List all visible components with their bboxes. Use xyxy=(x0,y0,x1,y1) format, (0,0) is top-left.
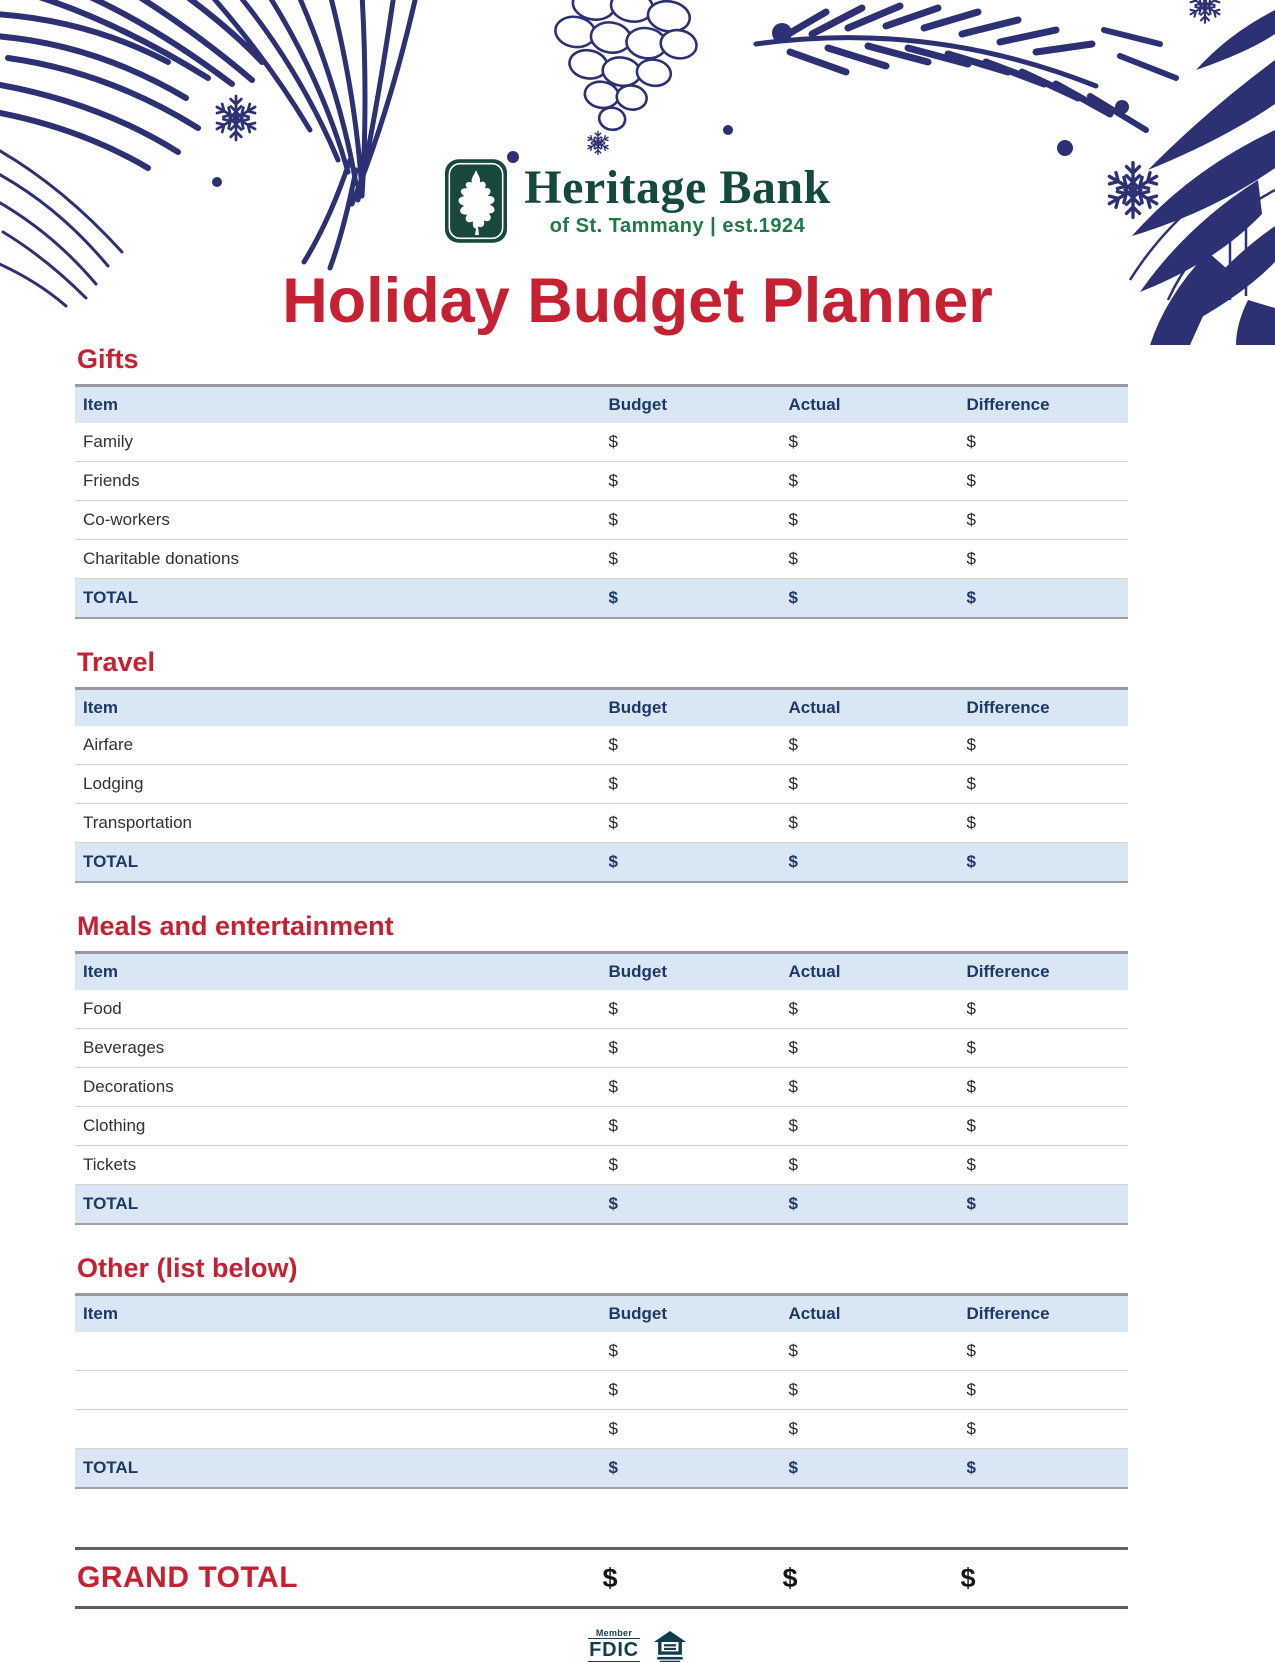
actual-amount-cell: $ xyxy=(781,462,959,501)
difference-amount-cell: $ xyxy=(958,765,1128,804)
budget-table-meals-and-entertainment xyxy=(75,951,1128,1225)
section-heading-travel: Travel xyxy=(77,647,156,678)
actual-total-cell: $ xyxy=(781,1449,959,1489)
budget-amount-cell: $ xyxy=(600,1107,780,1146)
fdic-member-text: Member xyxy=(595,1628,633,1639)
table-row xyxy=(75,726,1128,765)
difference-amount-cell: $ xyxy=(958,1410,1128,1449)
budget-amount-cell: $ xyxy=(600,1410,780,1449)
budget-table-travel xyxy=(75,687,1128,883)
difference-amount-cell: $ xyxy=(958,1146,1128,1185)
budget-amount-cell: $ xyxy=(600,423,780,462)
actual-amount-cell: $ xyxy=(781,804,959,843)
table-row xyxy=(75,501,1128,540)
actual-amount-cell: $ xyxy=(781,540,959,579)
table-row xyxy=(75,1107,1128,1146)
brand-name: Heritage Bank xyxy=(524,161,831,214)
budget-amount-cell: $ xyxy=(600,1029,780,1068)
column-header-budget: Budget xyxy=(600,1295,780,1333)
grand-total-actual-cell: $ xyxy=(782,1562,798,1593)
difference-amount-cell: $ xyxy=(958,1029,1128,1068)
budget-amount-cell: $ xyxy=(600,462,780,501)
item-cell: Beverages xyxy=(75,1029,600,1068)
equal-housing-lender-icon xyxy=(653,1630,687,1662)
table-row xyxy=(75,1146,1128,1185)
budget-sections xyxy=(75,344,1128,1489)
difference-amount-cell: $ xyxy=(958,462,1128,501)
item-cell: Tickets xyxy=(75,1146,600,1185)
item-cell: Lodging xyxy=(75,765,600,804)
column-header-actual: Actual xyxy=(781,953,959,991)
table-row xyxy=(75,804,1128,843)
actual-amount-cell: $ xyxy=(781,765,959,804)
budget-total-cell: $ xyxy=(600,1449,780,1489)
actual-amount-cell: $ xyxy=(781,1146,959,1185)
item-cell: Food xyxy=(75,990,600,1029)
actual-amount-cell: $ xyxy=(781,1332,959,1371)
grand-total-row xyxy=(75,1549,1128,1608)
page-title: Holiday Budget Planner xyxy=(282,266,993,336)
item-cell: Decorations xyxy=(75,1068,600,1107)
budget-total-cell: $ xyxy=(600,579,780,619)
difference-amount-cell: $ xyxy=(958,501,1128,540)
table-row xyxy=(75,462,1128,501)
column-header-actual: Actual xyxy=(781,386,959,424)
budget-table-other-list-below xyxy=(75,1293,1128,1489)
table-row xyxy=(75,1410,1128,1449)
table-row xyxy=(75,1029,1128,1068)
section-gifts xyxy=(75,344,1128,619)
column-header-actual: Actual xyxy=(781,1295,959,1333)
total-label-cell: TOTAL xyxy=(75,1185,600,1225)
table-row xyxy=(75,540,1128,579)
column-header-item: Item xyxy=(75,386,600,424)
column-header-difference: Difference xyxy=(958,953,1128,991)
column-header-item: Item xyxy=(75,1295,600,1333)
footer xyxy=(0,1629,1275,1662)
table-header-row xyxy=(75,689,1128,727)
actual-amount-cell: $ xyxy=(781,726,959,765)
difference-amount-cell: $ xyxy=(958,1068,1128,1107)
difference-amount-cell: $ xyxy=(958,990,1128,1029)
column-header-difference: Difference xyxy=(958,1295,1128,1333)
section-heading-meals-and-entertainment: Meals and entertainment xyxy=(77,911,394,942)
brand-tagline: of St. Tammany | est.1924 xyxy=(549,215,806,237)
difference-amount-cell: $ xyxy=(958,540,1128,579)
item-cell: Transportation xyxy=(75,804,600,843)
table-row xyxy=(75,1068,1128,1107)
item-cell: Charitable donations xyxy=(75,540,600,579)
section-heading-gifts: Gifts xyxy=(77,344,139,375)
actual-amount-cell: $ xyxy=(781,501,959,540)
column-header-item: Item xyxy=(75,953,600,991)
actual-total-cell: $ xyxy=(781,843,959,883)
budget-amount-cell: $ xyxy=(600,1332,780,1371)
actual-amount-cell: $ xyxy=(781,1371,959,1410)
column-header-difference: Difference xyxy=(958,386,1128,424)
item-cell: Airfare xyxy=(75,726,600,765)
table-row xyxy=(75,1371,1128,1410)
actual-amount-cell: $ xyxy=(781,1029,959,1068)
actual-amount-cell: $ xyxy=(781,1068,959,1107)
brand-header xyxy=(0,0,1275,244)
total-row xyxy=(75,1449,1128,1489)
actual-amount-cell: $ xyxy=(781,1410,959,1449)
difference-total-cell: $ xyxy=(958,579,1128,619)
budget-amount-cell: $ xyxy=(600,540,780,579)
actual-amount-cell: $ xyxy=(781,423,959,462)
budget-amount-cell: $ xyxy=(600,1146,780,1185)
budget-amount-cell: $ xyxy=(600,1068,780,1107)
section-heading-other-list-below: Other (list below) xyxy=(77,1253,298,1284)
total-label-cell: TOTAL xyxy=(75,843,600,883)
item-cell xyxy=(75,1332,600,1371)
section-meals-and-entertainment xyxy=(75,911,1128,1225)
difference-total-cell: $ xyxy=(958,1185,1128,1225)
item-cell xyxy=(75,1371,600,1410)
difference-amount-cell: $ xyxy=(958,1332,1128,1371)
budget-amount-cell: $ xyxy=(600,726,780,765)
budget-amount-cell: $ xyxy=(600,804,780,843)
difference-amount-cell: $ xyxy=(958,804,1128,843)
table-header-row xyxy=(75,386,1128,424)
budget-table-gifts xyxy=(75,384,1128,619)
table-row xyxy=(75,1332,1128,1371)
difference-amount-cell: $ xyxy=(958,1107,1128,1146)
table-header-row xyxy=(75,1295,1128,1333)
total-row xyxy=(75,579,1128,619)
section-travel xyxy=(75,647,1128,883)
difference-total-cell: $ xyxy=(958,1449,1128,1489)
budget-amount-cell: $ xyxy=(600,1371,780,1410)
budget-amount-cell: $ xyxy=(600,765,780,804)
table-header-row xyxy=(75,953,1128,991)
difference-amount-cell: $ xyxy=(958,1371,1128,1410)
total-row xyxy=(75,843,1128,883)
grand-total-table xyxy=(75,1547,1128,1609)
column-header-difference: Difference xyxy=(958,689,1128,727)
actual-amount-cell: $ xyxy=(781,1107,959,1146)
grand-total-budget-cell: $ xyxy=(602,1562,618,1593)
grand-total-section xyxy=(75,1547,1128,1609)
total-label-cell: TOTAL xyxy=(75,579,600,619)
table-row xyxy=(75,990,1128,1029)
fdic-logo xyxy=(588,1629,640,1662)
difference-total-cell: $ xyxy=(958,843,1128,883)
budget-amount-cell: $ xyxy=(600,501,780,540)
budget-total-cell: $ xyxy=(600,1185,780,1225)
column-header-budget: Budget xyxy=(600,386,780,424)
column-header-item: Item xyxy=(75,689,600,727)
column-header-budget: Budget xyxy=(600,953,780,991)
item-cell: Clothing xyxy=(75,1107,600,1146)
column-header-budget: Budget xyxy=(600,689,780,727)
section-other-list-below xyxy=(75,1253,1128,1489)
item-cell: Family xyxy=(75,423,600,462)
actual-amount-cell: $ xyxy=(781,990,959,1029)
difference-amount-cell: $ xyxy=(958,423,1128,462)
table-row xyxy=(75,765,1128,804)
actual-total-cell: $ xyxy=(781,579,959,619)
oak-leaf-icon xyxy=(444,158,508,244)
actual-total-cell: $ xyxy=(781,1185,959,1225)
column-header-actual: Actual xyxy=(781,689,959,727)
fdic-text: FDIC xyxy=(589,1639,639,1662)
budget-total-cell: $ xyxy=(600,843,780,883)
table-row xyxy=(75,423,1128,462)
item-cell xyxy=(75,1410,600,1449)
item-cell: Friends xyxy=(75,462,600,501)
grand-total-difference-cell: $ xyxy=(960,1562,976,1593)
total-label-cell: TOTAL xyxy=(75,1449,600,1489)
budget-amount-cell: $ xyxy=(600,990,780,1029)
total-row xyxy=(75,1185,1128,1225)
difference-amount-cell: $ xyxy=(958,726,1128,765)
item-cell: Co-workers xyxy=(75,501,600,540)
grand-total-label: GRAND TOTAL xyxy=(77,1561,299,1595)
